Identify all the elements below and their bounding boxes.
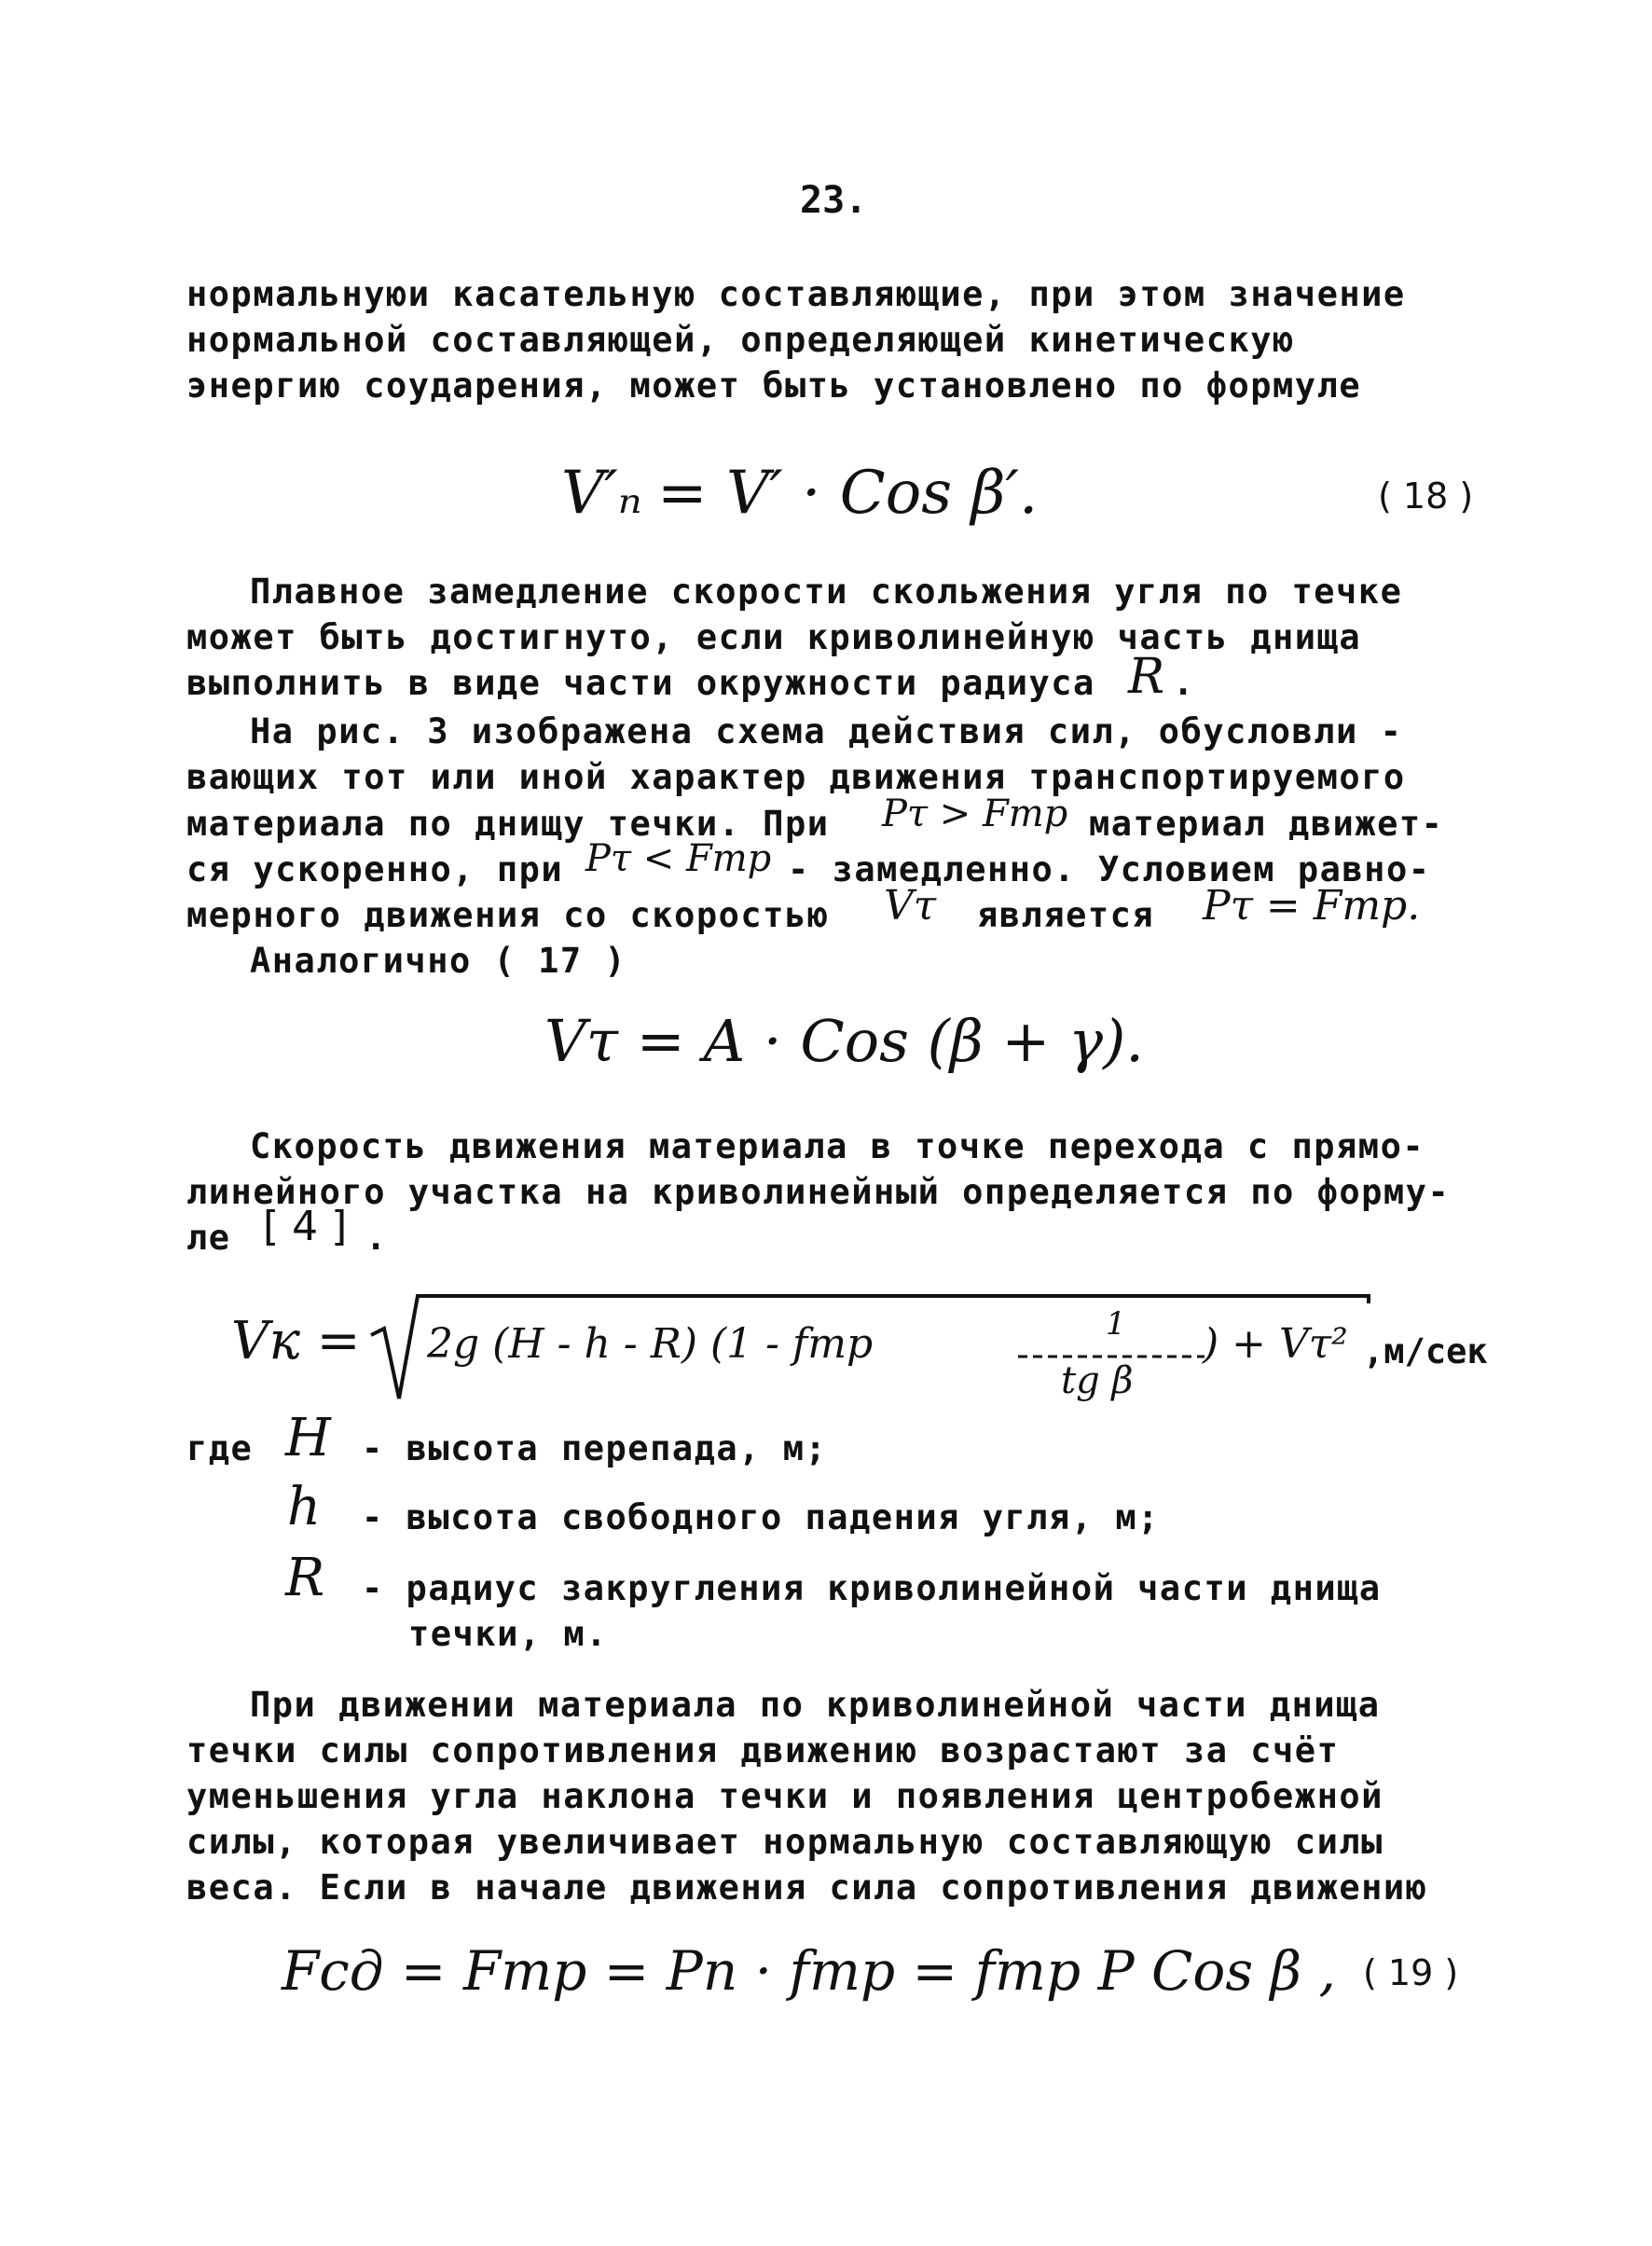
def-text: течки, м.: [408, 1614, 608, 1654]
equation-18-rhs: = V′ · Cos β′.: [657, 459, 1039, 528]
text-line: течки силы сопротивления движению возрастают за счёт: [186, 1730, 1340, 1771]
equation-18-lhs: V′ₙ: [561, 459, 642, 528]
equation-v-k-tail: ) + Vτ²: [1203, 1320, 1348, 1368]
text-line: выполнить в виде части окружности радиуса: [186, 663, 1095, 703]
text-line: материала по днищу течки. При: [186, 804, 830, 844]
text-line: .: [365, 1218, 388, 1258]
text-line: силы, которая увеличивает нормальную составляющую силы: [186, 1822, 1384, 1862]
def-text: - высота свободного падения угля, м;: [362, 1497, 1160, 1537]
equation-v-k-unit: ,м/сек: [1363, 1331, 1488, 1371]
text-line: ле: [186, 1218, 231, 1258]
equation-v-tau: Vτ = A · Cos (β + γ).: [544, 1007, 1144, 1075]
text-line: может быть достигнуто, если криволинейную часть днища: [186, 617, 1362, 657]
text-line: Скорость движения материала в точке перехода с прямо-: [250, 1126, 1425, 1166]
inline-formula: Pτ > Fтр: [882, 792, 1068, 835]
def-text: - радиус закругления криволинейной части днища: [362, 1568, 1382, 1608]
text-line: Плавное замедление скорости скольжения угля по течке: [250, 572, 1403, 612]
text-line: нормальной составляющей, определяющей кинетическую: [186, 320, 1295, 360]
def-text: - высота перепада, м;: [362, 1428, 828, 1468]
text-line: веса. Если в начале движения сила сопротивления движению: [186, 1867, 1428, 1908]
text-line: На рис. 3 изображена схема действия сил, обусловли -: [250, 711, 1403, 751]
where-label: где: [186, 1428, 254, 1468]
symbol-r: R: [1128, 649, 1165, 705]
inline-formula: Vτ: [884, 882, 937, 930]
inline-formula: Pτ = Fтр.: [1203, 882, 1421, 930]
equation-v-k-lhs: Vк =: [231, 1311, 361, 1371]
equation-18-number: ( 18 ): [1378, 475, 1474, 517]
def-symbol-r: R: [285, 1548, 325, 1608]
text-line: материал движет-: [1089, 804, 1444, 844]
text-line: вающих тот или иной характер движения транспортируемого: [186, 757, 1406, 797]
text-line: нормальнуюи касательную составляющие, при этом значение: [186, 274, 1406, 314]
citation: [ 4 ]: [263, 1203, 348, 1250]
text-line: .: [1173, 663, 1195, 703]
equation-v-k-radicand: 2g (H - h - R) (1 - fтр: [427, 1320, 874, 1368]
equation-19-number: ( 19 ): [1363, 1952, 1459, 1993]
text-line: Аналогично ( 17 ): [250, 941, 627, 981]
text-line: - замедленно. Условием равно-: [788, 849, 1431, 889]
page-number: 23.: [800, 179, 868, 222]
text-line: энергию соударения, может быть установлено по формуле: [186, 365, 1362, 406]
text-line: ся ускоренно, при: [186, 849, 564, 889]
equation-v-k-denominator: tg β: [1061, 1359, 1134, 1402]
text-line: является: [977, 895, 1155, 935]
equation-v-k-numerator: 1: [1106, 1305, 1126, 1343]
def-symbol-h-upper: H: [285, 1408, 331, 1468]
text-line: линейного участка на криволинейный определяется по форму-: [186, 1172, 1451, 1212]
text-line: мерного движения со скоростью: [186, 895, 830, 935]
def-symbol-h-lower: h: [287, 1477, 322, 1537]
inline-formula: Pτ < Fтр: [585, 837, 772, 880]
text-line: При движении материала по криволинейной части днища: [250, 1685, 1381, 1725]
equation-19: Fсд = Fтр = Pn · fтр = fтр P Cos β ,: [282, 1939, 1336, 2003]
text-line: уменьшения угла наклона течки и появления центробежной: [186, 1776, 1384, 1816]
